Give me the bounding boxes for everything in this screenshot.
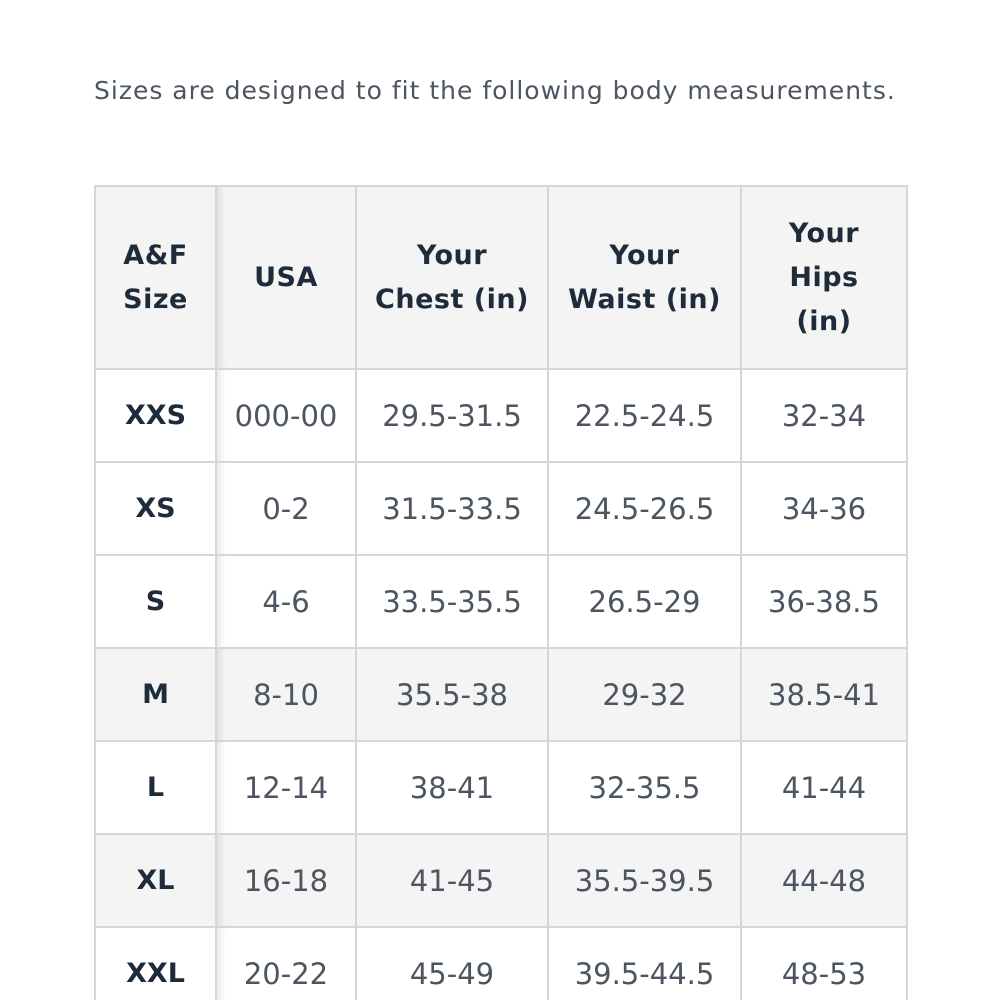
waist-cell: 39.5-44.5 (548, 927, 741, 1000)
usa-size-cell: 4-6 (216, 555, 356, 648)
waist-cell: 24.5-26.5 (548, 462, 741, 555)
header-row (95, 186, 907, 369)
chest-cell: 35.5-38 (356, 648, 548, 741)
size-chart-table (94, 185, 908, 1000)
hips-cell: 44-48 (741, 834, 907, 927)
size-label-cell: XXS (95, 369, 216, 462)
hips-cell: 48-53 (741, 927, 907, 1000)
size-chart-body (95, 369, 907, 1000)
usa-size-cell: 000-00 (216, 369, 356, 462)
chest-cell: 41-45 (356, 834, 548, 927)
header-usa (216, 186, 356, 369)
header-waist-line-1: Your (609, 239, 680, 271)
header-hips-line-3: (in) (796, 305, 852, 337)
table-row (95, 741, 907, 834)
waist-cell: 35.5-39.5 (548, 834, 741, 927)
usa-size-cell: 16-18 (216, 834, 356, 927)
chest-cell: 33.5-35.5 (356, 555, 548, 648)
size-chart-header (95, 186, 907, 369)
usa-size-cell: 20-22 (216, 927, 356, 1000)
table-row (95, 462, 907, 555)
waist-cell: 32-35.5 (548, 741, 741, 834)
usa-size-cell: 8-10 (216, 648, 356, 741)
size-label-cell: S (95, 555, 216, 648)
usa-size-cell: 0-2 (216, 462, 356, 555)
header-usa-label: USA (254, 261, 318, 293)
table-row (95, 927, 907, 1000)
size-guide-intro: Sizes are designed to fit the following body measurements. (94, 76, 896, 105)
header-hips-line-2: Hips (789, 261, 859, 293)
chest-cell: 38-41 (356, 741, 548, 834)
size-label-cell: XXL (95, 927, 216, 1000)
hips-cell: 41-44 (741, 741, 907, 834)
header-af-size-line-2: Size (123, 283, 188, 315)
header-hips-line-1: Your (788, 217, 860, 249)
waist-cell: 22.5-24.5 (548, 369, 741, 462)
header-hips (741, 186, 907, 369)
table-row (95, 648, 907, 741)
hips-cell: 38.5-41 (741, 648, 907, 741)
chest-cell: 31.5-33.5 (356, 462, 548, 555)
header-waist (548, 186, 741, 369)
waist-cell: 29-32 (548, 648, 741, 741)
size-label-cell: XS (95, 462, 216, 555)
table-row (95, 834, 907, 927)
table-row (95, 555, 907, 648)
header-waist-line-2: Waist (in) (568, 283, 721, 315)
hips-cell: 36-38.5 (741, 555, 907, 648)
header-af-size-line-1: A&F (123, 239, 188, 271)
size-label-cell: XL (95, 834, 216, 927)
header-chest (356, 186, 548, 369)
usa-size-cell: 12-14 (216, 741, 356, 834)
table-row (95, 369, 907, 462)
header-chest-line-1: Your (416, 239, 488, 271)
size-label-cell: M (95, 648, 216, 741)
size-label-cell: L (95, 741, 216, 834)
chest-cell: 45-49 (356, 927, 548, 1000)
hips-cell: 34-36 (741, 462, 907, 555)
hips-cell: 32-34 (741, 369, 907, 462)
header-chest-line-2: Chest (in) (375, 283, 529, 315)
chest-cell: 29.5-31.5 (356, 369, 548, 462)
header-af-size (95, 186, 216, 369)
waist-cell: 26.5-29 (548, 555, 741, 648)
